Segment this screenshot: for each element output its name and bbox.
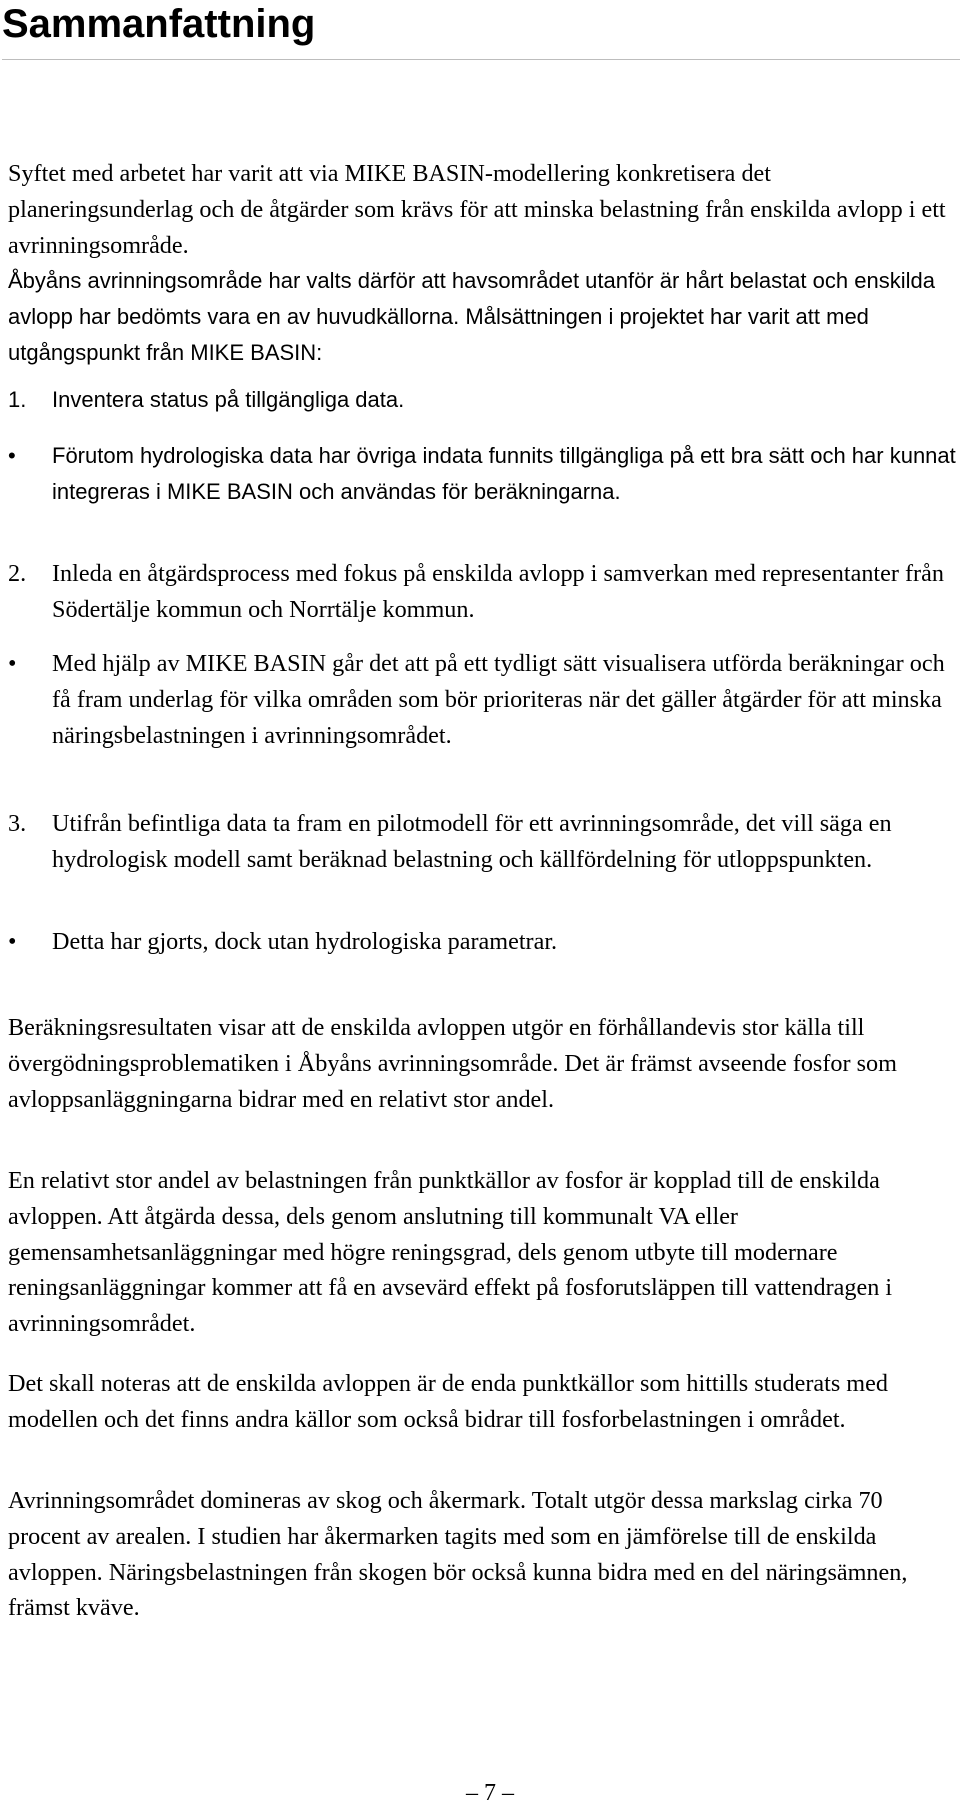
list-item-text: Med hjälp av MIKE BASIN går det att på ett tydligt sätt visualisera utförda beräkningar och få fram underlag för vilka områden som bör prioriteras när det gäller åtgärder för att minska näringsbelastningen i avrinningsområdet. [52, 650, 945, 749]
body-paragraph: En relativt stor andel av belastningen från punktkällor av fosfor är kopplad till de enskilda avloppen. Att åtgärda dessa, dels genom anslutning till kommunalt VA eller gemensamhetsanläggningar med högre reningsgrad, dels genom utbyte till modernare reningsanläggningar kommer att få en avsevärd effekt på fosforutsläppen till vattendragen i avrinningsområdet. [8, 1167, 893, 1338]
bullet-icon: • [8, 928, 17, 955]
list-item-text: Detta har gjorts, dock utan hydrologiska parametrar. [52, 928, 558, 955]
page-number: – 7 – [466, 1780, 514, 1806]
list-item-text: Förutom hydrologiska data har övriga indata funnits tillgängliga på ett bra sätt och har kunnat integreras i MIKE BASIN och användas för beräkningarna. [52, 443, 956, 504]
list-marker-number: 3. [8, 810, 27, 837]
bullet-icon: • [8, 650, 17, 677]
bullet-item-1 [8, 438, 958, 510]
list-marker-number: 1. [8, 387, 27, 412]
intro-paragraph-part-2: Åbyåns avrinningsområde har valts därför att havsområdet utanför är hårt belastat och enskilda avlopp har bedömts vara en av huvudkällorna. Målsättningen i projektet har varit att med utgångspunkt från MIKE BASIN: [8, 268, 935, 365]
list-item-text: Utifrån befintliga data ta fram en pilotmodell för ett avrinningsområde, det vill säga en hydrologisk modell samt beräknad belastning och källfördelning för utloppspunkten. [52, 810, 892, 873]
bullet-icon: • [8, 443, 16, 468]
list-marker-number: 2. [8, 560, 27, 587]
bullet-item-2 [8, 646, 958, 753]
title-divider [2, 59, 960, 60]
body-paragraph: Beräkningsresultaten visar att de enskilda avloppen utgör en förhållandevis stor källa till övergödningsproblematiken i Åbyåns avrinningsområde. Det är främst avseende fosfor som avloppsanläggningarna bidrar med en relativt stor andel. [8, 1014, 897, 1113]
body-paragraph: Det skall noteras att de enskilda avloppen är de enda punktkällor som hittills studerats med modellen och det finns andra källor som också bidrar till fosforbelastningen i området. [8, 1370, 888, 1433]
list-item-text: Inventera status på tillgängliga data. [52, 387, 405, 412]
list-item-text: Inleda en åtgärdsprocess med fokus på enskilda avlopp i samverkan med representanter från Södertälje kommun och Norrtälje kommun. [52, 560, 944, 623]
numbered-item-3 [8, 806, 958, 878]
page-title: Sammanfattning [2, 2, 316, 46]
numbered-item-1 [8, 382, 958, 418]
body-paragraph: Avrinningsområdet domineras av skog och åkermark. Totalt utgör dessa markslag cirka 70 procent av arealen. I studien har åkermarken tagits med som en jämförelse till de enskilda avloppen. Näringsbelastningen från skogen bör också kunna bidra med en del näringsämnen, främst kväve. [8, 1487, 908, 1622]
intro-paragraph-part-1: Syftet med arbetet har varit att via MIKE BASIN-modellering konkretisera det planeringsunderlag och de åtgärder som krävs för att minska belastning från enskilda avlopp i ett avrinningsområde. [8, 160, 946, 259]
bullet-item-3 [8, 924, 958, 960]
numbered-item-2 [8, 556, 958, 628]
